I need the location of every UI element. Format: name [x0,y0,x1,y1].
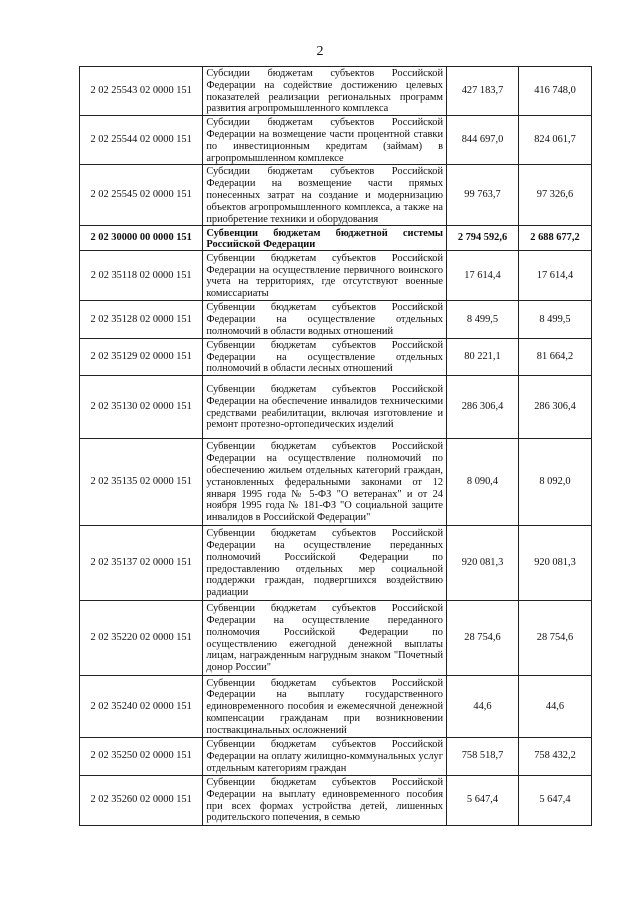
amount-year2-cell: 824 061,7 [518,116,591,165]
income-name-cell: Субвенции бюджетам субъектов Российской Федерации на осуществление отдельных полномочий в области лесных отношений [203,338,447,375]
table-row [80,376,592,439]
income-name-cell: Субвенции бюджетам субъектов Российской Федерации на осуществление переданного полномочия Российской Федерации по осуществлению ежегодной денежной выплаты лицам, награжденным нагрудным знаком "Почетный донор России" [203,601,447,676]
page-number: 2 [316,44,324,59]
table-row [80,251,592,301]
budget-table-body [80,67,592,826]
table-row [80,601,592,676]
amount-year2-cell: 81 664,2 [518,338,591,375]
table-row [80,526,592,601]
amount-year2-cell: 28 754,6 [518,601,591,676]
income-code-cell: 2 02 35240 02 0000 151 [80,676,203,738]
table-row [80,738,592,775]
income-code-cell: 2 02 25543 02 0000 151 [80,67,203,116]
amount-year1-cell: 28 754,6 [447,601,519,676]
income-code-cell: 2 02 35130 02 0000 151 [80,376,203,439]
income-code-cell: 2 02 25544 02 0000 151 [80,116,203,165]
amount-year1-cell: 427 183,7 [447,67,519,116]
income-name-cell: Субсидии бюджетам субъектов Российской Федерации на возмещение части прямых понесенных затрат на создание и модернизацию объектов агропромышленного комплекса, а также на приобретение техники и оборудования [203,165,447,226]
amount-year1-cell: 99 763,7 [447,165,519,226]
amount-year2-cell: 416 748,0 [518,67,591,116]
table-row [80,676,592,738]
table-row [80,301,592,338]
amount-year1-cell: 286 306,4 [447,376,519,439]
income-name-cell: Субвенции бюджетам субъектов Российской Федерации на обеспечение инвалидов техническими средствами реабилитации, включая изготовление и ремонт протезно-ортопедических изделий [203,376,447,439]
income-code-cell: 2 02 35129 02 0000 151 [80,338,203,375]
income-name-cell: Субвенции бюджетам субъектов Российской Федерации на осуществление переданных полномочий Российской Федерации по предоставлению отдельных мер социальной поддержки граждан, подвергшихся воздействию радиации [203,526,447,601]
income-name-cell: Субсидии бюджетам субъектов Российской Федерации на возмещение части процентной ставки по инвестиционным кредитам (займам) в агропромышленном комплексе [203,116,447,165]
amount-year2-cell: 758 432,2 [518,738,591,775]
income-code-cell: 2 02 35137 02 0000 151 [80,526,203,601]
amount-year1-cell: 17 614,4 [447,251,519,301]
income-name-cell: Субвенции бюджетам субъектов Российской Федерации на выплату государственного единовременного пособия и ежемесячной денежной компенсации гражданам при возникновении поствакцинальных осложнений [203,676,447,738]
income-code-cell: 2 02 25545 02 0000 151 [80,165,203,226]
amount-year1-cell: 8 090,4 [447,439,519,526]
budget-table [79,66,592,826]
amount-year1-cell: 758 518,7 [447,738,519,775]
amount-year2-cell: 2 688 677,2 [518,226,591,251]
amount-year2-cell: 920 081,3 [518,526,591,601]
amount-year2-cell: 97 326,6 [518,165,591,226]
income-name-cell: Субсидии бюджетам субъектов Российской Федерации на содействие достижению целевых показателей реализации региональных программ развития агропромышленного комплекса [203,67,447,116]
amount-year1-cell: 920 081,3 [447,526,519,601]
income-name-cell: Субвенции бюджетам субъектов Российской Федерации на осуществление отдельных полномочий в области водных отношений [203,301,447,338]
income-name-cell: Субвенции бюджетам субъектов Российской Федерации на осуществление первичного воинского учета на территориях, где отсутствуют военные комиссариаты [203,251,447,301]
income-name-cell: Субвенции бюджетам субъектов Российской Федерации на осуществление полномочий по обеспечению жильем отдельных категорий граждан, установленных федеральными законами от 12 января 1995 года № 5-ФЗ "О ветеранах" и от 24 ноября 1995 года № 181-ФЗ "О социальной защите инвалидов в Российской Федерации" [203,439,447,526]
amount-year2-cell: 286 306,4 [518,376,591,439]
amount-year1-cell: 5 647,4 [447,775,519,825]
amount-year2-cell: 17 614,4 [518,251,591,301]
amount-year1-cell: 80 221,1 [447,338,519,375]
amount-year1-cell: 844 697,0 [447,116,519,165]
amount-year1-cell: 8 499,5 [447,301,519,338]
table-row [80,67,592,116]
table-row [80,165,592,226]
income-name-cell: Субвенции бюджетам бюджетной системы Российской Федерации [203,226,447,251]
income-code-cell: 2 02 35250 02 0000 151 [80,738,203,775]
table-row [80,226,592,251]
income-name-cell: Субвенции бюджетам субъектов Российской Федерации на оплату жилищно-коммунальных услуг отдельным категориям граждан [203,738,447,775]
income-code-cell: 2 02 35135 02 0000 151 [80,439,203,526]
income-name-cell: Субвенции бюджетам субъектов Российской Федерации на выплату единовременного пособия при всех формах устройства детей, лишенных родительского попечения, в семью [203,775,447,825]
amount-year1-cell: 2 794 592,6 [447,226,519,251]
amount-year1-cell: 44,6 [447,676,519,738]
income-code-cell: 2 02 30000 00 0000 151 [80,226,203,251]
amount-year2-cell: 44,6 [518,676,591,738]
income-code-cell: 2 02 35118 02 0000 151 [80,251,203,301]
amount-year2-cell: 8 092,0 [518,439,591,526]
income-code-cell: 2 02 35220 02 0000 151 [80,601,203,676]
table-row [80,338,592,375]
income-code-cell: 2 02 35260 02 0000 151 [80,775,203,825]
amount-year2-cell: 8 499,5 [518,301,591,338]
table-row [80,775,592,825]
income-code-cell: 2 02 35128 02 0000 151 [80,301,203,338]
table-row [80,116,592,165]
table-row [80,439,592,526]
amount-year2-cell: 5 647,4 [518,775,591,825]
